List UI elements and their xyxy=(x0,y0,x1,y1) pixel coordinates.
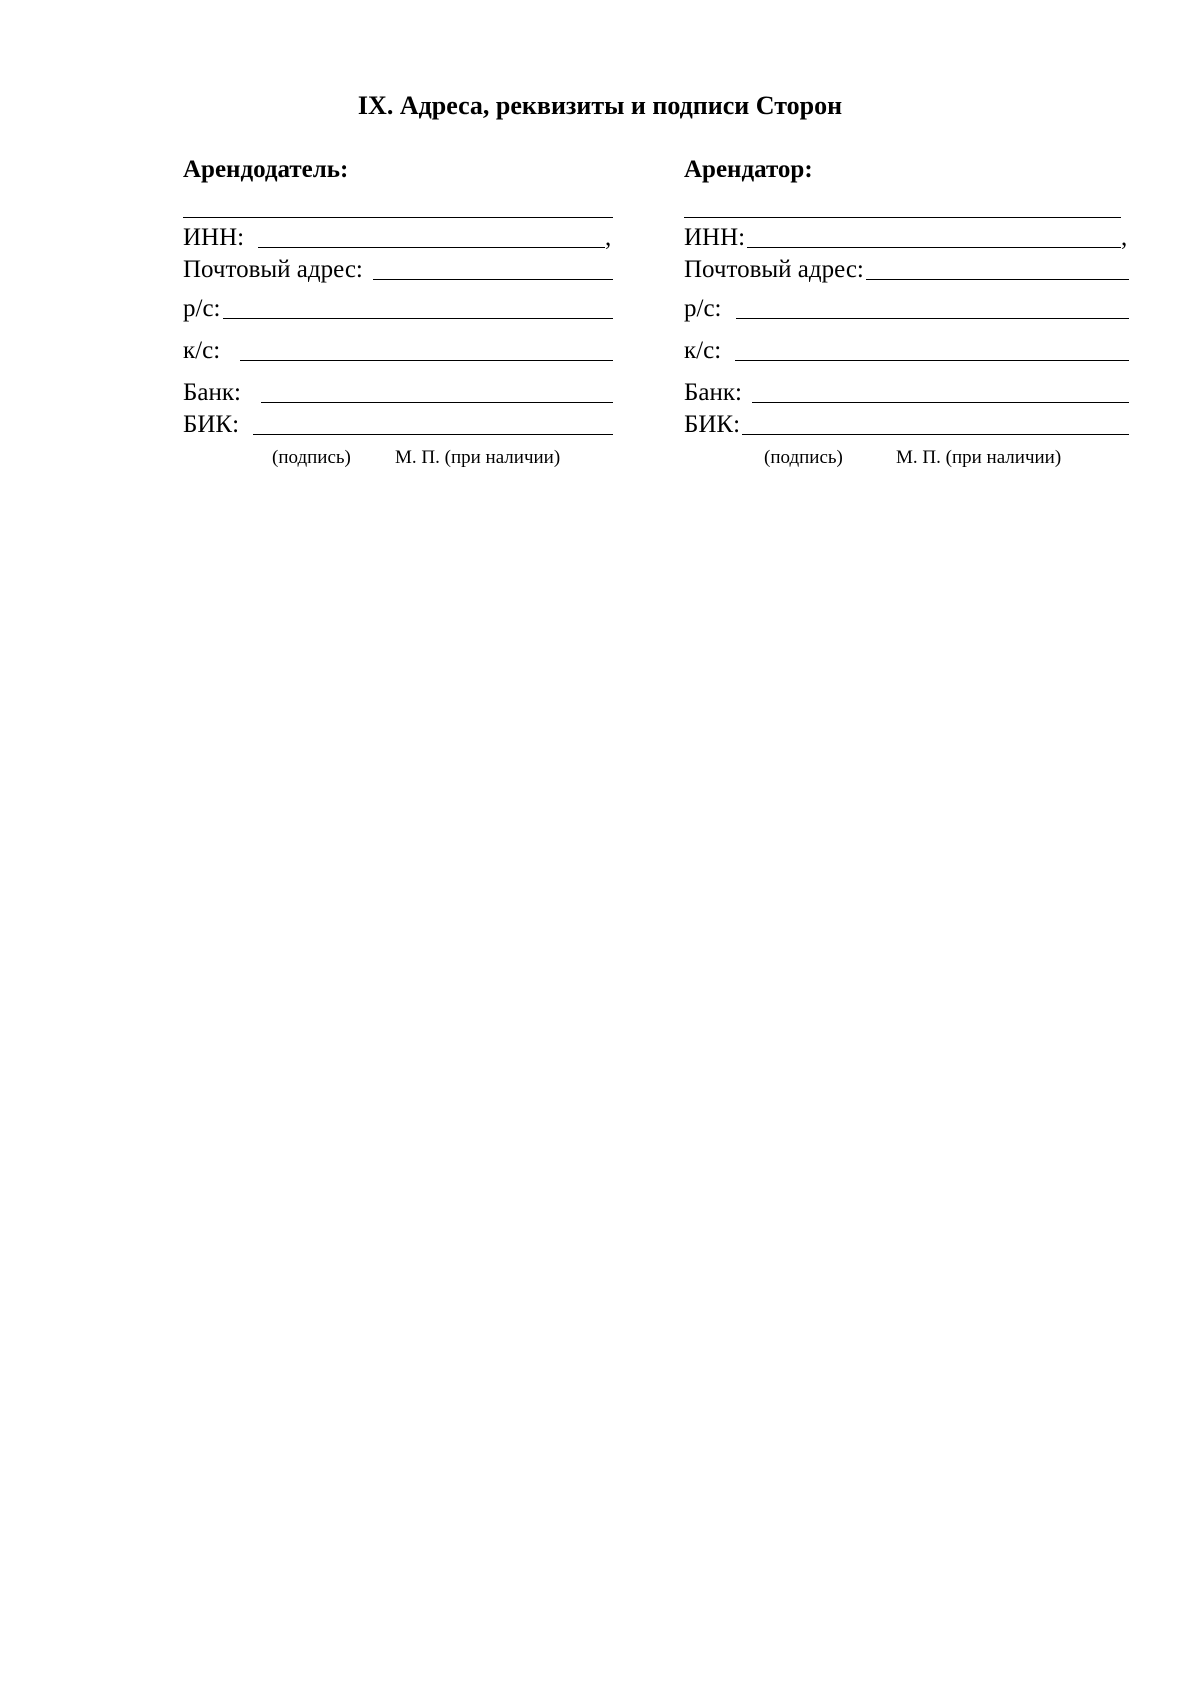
landlord-inn-field xyxy=(183,224,613,252)
landlord-inn-line xyxy=(258,247,605,248)
landlord-heading: Арендодатель: xyxy=(183,156,349,183)
landlord-name-line xyxy=(183,217,613,218)
tenant-rs-field xyxy=(684,295,1129,323)
tenant-block xyxy=(684,155,1129,471)
tenant-signature-caption: (подпись) xyxy=(764,447,843,468)
tenant-name-line xyxy=(684,217,1121,218)
landlord-bank-field xyxy=(183,379,613,407)
tenant-ks-label: к/с: xyxy=(684,337,722,364)
tenant-bik-line xyxy=(742,434,1129,435)
landlord-bik-field xyxy=(183,411,613,439)
tenant-rs-label: р/с: xyxy=(684,295,722,322)
landlord-seal-caption: М. П. (при наличии) xyxy=(395,447,561,468)
tenant-postal-field xyxy=(684,256,1129,284)
tenant-ks-line xyxy=(735,360,1129,361)
tenant-bank-line xyxy=(752,402,1129,403)
landlord-inn-comma: , xyxy=(605,224,612,251)
tenant-inn-label: ИНН: xyxy=(684,224,746,251)
tenant-inn-line xyxy=(747,247,1121,248)
tenant-bank-label: Банк: xyxy=(684,379,742,406)
tenant-postal-label: Почтовый адрес: xyxy=(684,256,864,283)
landlord-signature-captions xyxy=(183,447,613,471)
landlord-ks-label: к/с: xyxy=(183,337,221,364)
landlord-bank-line xyxy=(261,402,613,403)
tenant-seal-caption: М. П. (при наличии) xyxy=(896,447,1062,468)
landlord-postal-label: Почтовый адрес: xyxy=(183,256,363,283)
landlord-bik-line xyxy=(253,434,613,435)
tenant-postal-line xyxy=(866,279,1129,280)
tenant-ks-field xyxy=(684,337,1129,365)
landlord-inn-label: ИНН: xyxy=(183,224,245,251)
landlord-bank-label: Банк: xyxy=(183,379,241,406)
tenant-inn-comma: , xyxy=(1121,224,1128,251)
tenant-heading: Арендатор: xyxy=(684,156,813,183)
section-title: IX. Адреса, реквизиты и подписи Сторон xyxy=(357,91,843,120)
landlord-rs-label: р/с: xyxy=(183,295,221,322)
landlord-signature-caption: (подпись) xyxy=(272,447,351,468)
landlord-ks-line xyxy=(240,360,613,361)
landlord-rs-field xyxy=(183,295,613,323)
landlord-block xyxy=(183,155,613,471)
tenant-bik-label: БИК: xyxy=(684,411,741,438)
landlord-postal-line xyxy=(373,279,613,280)
tenant-bank-field xyxy=(684,379,1129,407)
landlord-postal-field xyxy=(183,256,613,284)
tenant-bik-field xyxy=(684,411,1129,439)
tenant-inn-field xyxy=(684,224,1129,252)
tenant-rs-line xyxy=(736,318,1130,319)
landlord-bik-label: БИК: xyxy=(183,411,240,438)
tenant-signature-captions xyxy=(684,447,1129,471)
landlord-ks-field xyxy=(183,337,613,365)
landlord-rs-line xyxy=(223,318,614,319)
